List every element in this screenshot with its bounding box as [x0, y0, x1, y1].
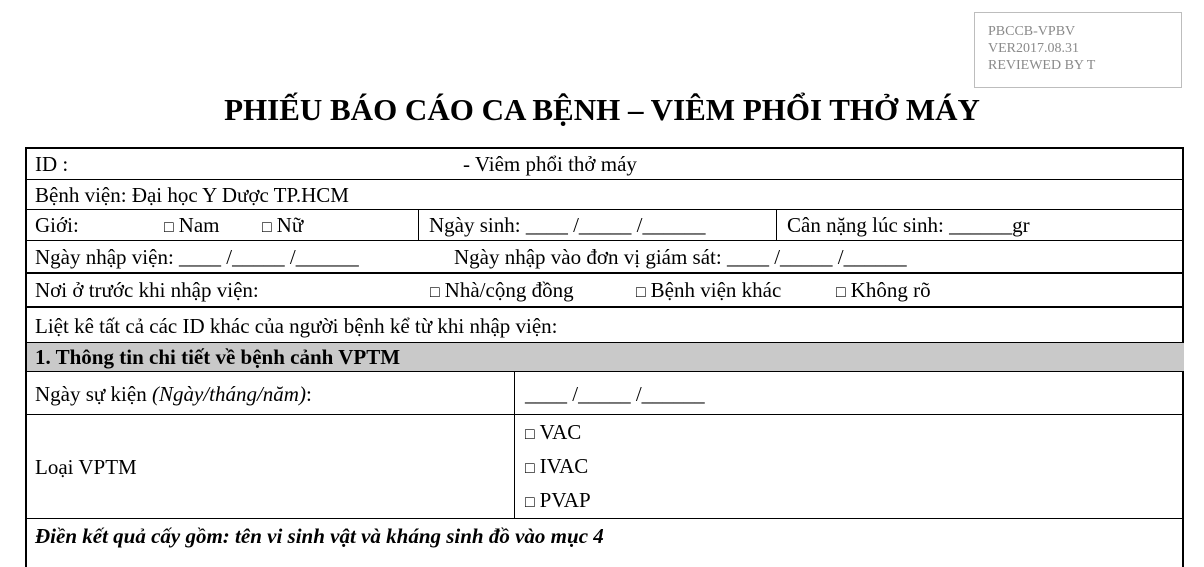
form-title: PHIẾU BÁO CÁO CA BỆNH – VIÊM PHỔI THỞ MÁY	[224, 92, 980, 127]
other-ids-field[interactable]: Liệt kê tất cả các ID khác của người bệnh kể từ khi nhập viện:	[35, 314, 558, 338]
event-date-label	[35, 382, 312, 407]
row-divider	[25, 272, 1184, 274]
vap-option-label: IVAC	[539, 454, 589, 478]
surveillance-unit-date-field[interactable]: Ngày nhập vào đơn vị giám sát: ____ /_____ /______	[454, 245, 907, 269]
row-divider	[25, 209, 1184, 210]
section-1-title: 1. Thông tin chi tiết về bệnh cảnh VPTM	[35, 345, 401, 369]
event-date-field[interactable]: ____ /_____ /______	[525, 382, 705, 406]
row-divider	[25, 414, 1184, 415]
admission-date-field[interactable]: Ngày nhập viện: ____ /_____ /______	[35, 245, 359, 269]
row-divider	[25, 240, 1184, 241]
gender-female-label: Nữ	[276, 213, 304, 237]
stamp-line-1: PBCCB-VPBV	[988, 24, 1076, 39]
stamp-line-3: REVIEWED BY T	[988, 58, 1096, 73]
gender-female-option[interactable]	[262, 213, 303, 238]
checkbox-icon[interactable]: □	[636, 284, 646, 301]
event-date-label-suffix: :	[305, 382, 312, 406]
checkbox-icon[interactable]: □	[430, 284, 440, 301]
vap-option-ivac[interactable]	[525, 454, 588, 479]
hospital-field[interactable]: Bệnh viện: Đại học Y Dược TP.HCM	[35, 183, 349, 207]
vap-option-label: PVAP	[539, 488, 591, 512]
gender-male-option[interactable]	[164, 213, 220, 238]
birth-weight-field[interactable]: Cân nặng lúc sinh: ______gr	[787, 213, 1030, 237]
vap-type-label: Loại VPTM	[35, 455, 137, 479]
gender-male-label: Nam	[178, 213, 220, 237]
origin-home-option[interactable]	[430, 278, 574, 303]
checkbox-icon[interactable]: □	[525, 426, 535, 443]
checkbox-icon[interactable]: □	[836, 284, 846, 301]
row-divider	[25, 371, 1184, 372]
column-divider	[418, 209, 419, 240]
origin-other-hospital-label: Bệnh viện khác	[650, 278, 782, 302]
version-stamp	[974, 12, 1182, 88]
section-1-header	[27, 343, 1184, 371]
row-divider	[25, 306, 1184, 308]
origin-home-label: Nhà/cộng đồng	[444, 278, 574, 302]
event-date-format-hint: (Ngày/tháng/năm)	[151, 382, 306, 406]
checkbox-icon[interactable]: □	[164, 219, 174, 236]
origin-other-hospital-option[interactable]	[636, 278, 781, 303]
vap-option-label: VAC	[539, 420, 582, 444]
gender-label: Giới:	[35, 213, 79, 237]
culture-result-instruction: Điền kết quả cấy gồm: tên vi sinh vật và kháng sinh đồ vào mục 4	[35, 524, 604, 548]
event-date-label-text: Ngày sự kiện	[35, 382, 152, 406]
checkbox-icon[interactable]: □	[525, 494, 535, 511]
origin-unknown-option[interactable]	[836, 278, 931, 303]
origin-unknown-label: Không rõ	[850, 278, 931, 302]
row-divider	[25, 179, 1184, 180]
id-field[interactable]	[90, 148, 450, 176]
origin-label: Nơi ở trước khi nhập viện:	[35, 278, 259, 302]
row-divider	[25, 518, 1184, 519]
checkbox-icon[interactable]: □	[262, 219, 272, 236]
column-divider	[514, 371, 515, 518]
column-divider	[776, 209, 777, 240]
vap-option-pvap[interactable]	[525, 488, 591, 513]
stamp-line-2: VER2017.08.31	[988, 41, 1079, 56]
birthdate-field[interactable]: Ngày sinh: ____ /_____ /______	[429, 213, 706, 237]
id-label: ID :	[35, 152, 69, 176]
checkbox-icon[interactable]: □	[525, 460, 535, 477]
case-type-label: - Viêm phổi thở máy	[463, 152, 637, 176]
vap-option-vac[interactable]	[525, 420, 581, 445]
